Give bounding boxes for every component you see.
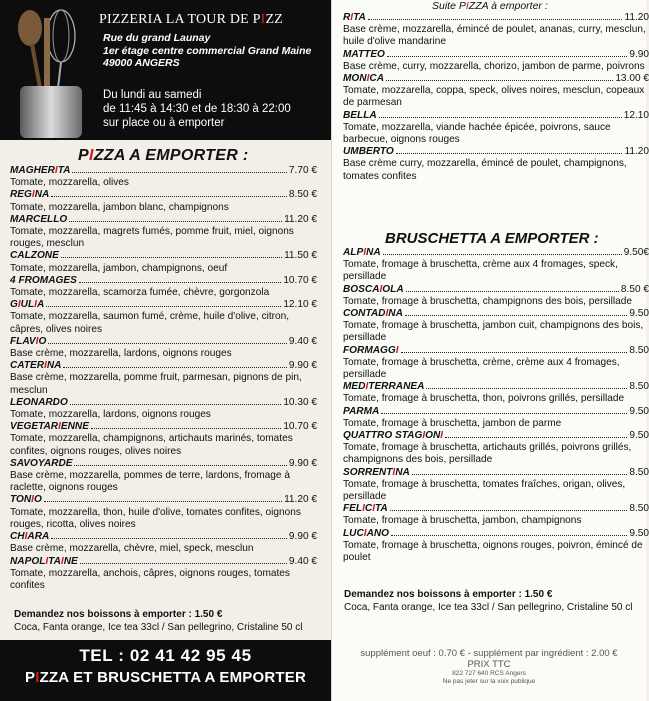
leader-dots bbox=[44, 501, 282, 502]
menu-item-price: 11.20 bbox=[624, 146, 649, 158]
menu-item-description: Tomate, fromage à bruschetta, tomates fraîches, origan, olives, persillade bbox=[343, 478, 626, 503]
bruschetta-section-title: BRUSCHETTA A EMPORTER : bbox=[385, 230, 599, 247]
menu-item bbox=[10, 189, 317, 213]
menu-item-name: ALPINA bbox=[343, 247, 381, 258]
menu-item-description: Tomate, mozzarella, lardons, oignons rouges bbox=[10, 409, 211, 421]
menu-item-name: VEGETARIENNE bbox=[10, 421, 89, 433]
menu-item-price: 9.90 € bbox=[288, 457, 317, 469]
menu-item bbox=[343, 503, 649, 527]
menu-item-price: 11.20 bbox=[624, 12, 649, 23]
menu-item-description: Base crème, mozzarella, pommes de terre, lardons, fromage à raclette, oignons rouges bbox=[10, 470, 290, 494]
menu-item-description: Tomate, mozzarella, olives bbox=[10, 177, 129, 189]
kitchen-utensils-icon bbox=[6, 6, 92, 138]
menu-item-name: PARMA bbox=[343, 405, 380, 417]
menu-item-name: FELICITA bbox=[343, 503, 388, 515]
menu-item-name: NAPOLITAINE bbox=[10, 555, 78, 567]
right-panel bbox=[331, 0, 649, 701]
leader-dots bbox=[426, 388, 627, 389]
drinks-info-right: Demandez nos boissons à emporter : 1.50 € Coca, Fanta orange, Ice tea 33cl / San pellegrino, Cristaline 50 cl bbox=[344, 589, 633, 613]
footer-slogan: PIZZA ET BRUSCHETTA A EMPORTER bbox=[24, 669, 307, 686]
leader-dots bbox=[379, 117, 622, 118]
leader-dots bbox=[368, 19, 623, 20]
menu-item-name: MATTEO bbox=[343, 48, 385, 60]
opening-hours: Du lundi au samedi de 11:45 à 14:30 et de 18:30 à 22:00 sur place ou à emporter bbox=[103, 89, 291, 129]
menu-item-name: SAVOYARDE bbox=[10, 457, 73, 469]
menu-item bbox=[343, 146, 649, 183]
leader-dots bbox=[387, 56, 627, 57]
menu-item-name: UMBERTO bbox=[343, 146, 394, 158]
menu-item bbox=[10, 494, 317, 531]
leader-dots bbox=[61, 257, 282, 258]
menu-item-name: 4 FROMAGES bbox=[10, 274, 77, 286]
menu-item-price: 8.50 bbox=[629, 381, 649, 393]
menu-item bbox=[343, 110, 649, 147]
menu-item-price: 8.50 € bbox=[288, 189, 317, 201]
menu-item-price: 10.30 € bbox=[283, 396, 317, 408]
menu-item bbox=[10, 165, 317, 189]
menu-item bbox=[343, 308, 649, 345]
menu-item-description: Tomate, mozzarella, anchois, câpres, oignons rouges, tomates confites bbox=[10, 567, 290, 591]
address: Rue du grand Launay 1er étage centre commercial Grand Maine 49000 ANGERS bbox=[103, 32, 312, 69]
menu-item-name: CONTADINA bbox=[343, 308, 403, 320]
menu-item-name: FLAVIO bbox=[10, 335, 47, 347]
menu-item bbox=[343, 49, 649, 73]
menu-item-description: Tomate, fromage à bruschetta, jambon, champignons bbox=[343, 515, 582, 527]
menu-item bbox=[10, 556, 317, 593]
menu-item-price: 10.70 € bbox=[283, 274, 317, 286]
menu-item-name: RITA bbox=[343, 12, 366, 23]
menu-item-name: TONIO bbox=[10, 494, 42, 506]
restaurant-name: PIZZERIA LA TOUR DE PIZZ bbox=[99, 12, 283, 27]
menu-item-description: Tomate, fromage à bruschetta, crème, crème aux 4 fromages, persillade bbox=[343, 356, 620, 381]
menu-item-name: GIULIA bbox=[10, 299, 45, 311]
menu-item-name: MAGHERITA bbox=[10, 165, 71, 176]
leader-dots bbox=[91, 428, 281, 429]
menu-item-description: Tomate, mozzarella, thon, huile d'olive, tomates confites, oignons rouges, ricotta, olives noires bbox=[10, 506, 301, 530]
menu-item-price: 9.40 € bbox=[288, 555, 317, 567]
menu-item-price: 8.50 bbox=[629, 503, 649, 515]
leader-dots bbox=[406, 291, 619, 292]
leader-dots bbox=[80, 563, 287, 564]
leader-dots bbox=[48, 343, 287, 344]
menu-item-name: SORRENTINA bbox=[343, 466, 410, 478]
menu-item-name: BOSCAIOLA bbox=[343, 283, 404, 295]
menu-item-price: 9.50 bbox=[629, 405, 649, 417]
leader-dots bbox=[63, 367, 286, 368]
menu-item bbox=[10, 531, 317, 555]
leader-dots bbox=[74, 465, 286, 466]
leader-dots bbox=[390, 510, 628, 511]
menu-item-name: MEDITERRANEA bbox=[343, 381, 425, 393]
menu-item-description: Tomate, mozzarella, viande hachée épicée, poivrons, sauce barbecue, oignons rouges bbox=[343, 121, 611, 146]
menu-item bbox=[10, 336, 317, 360]
menu-item-name: LUCIANO bbox=[343, 527, 390, 539]
menu-item-name: REGINA bbox=[10, 189, 50, 201]
menu-item bbox=[343, 467, 649, 504]
supplements-footer: supplément oeuf : 0.70 € - supplément par ingrédient : 2.00 € PRIX TTC 822 727 640 RCS Angers Ne pas jeter sur la voix publique bbox=[360, 648, 618, 685]
leader-dots bbox=[396, 153, 623, 154]
menu-item-price: 9.90 € bbox=[288, 531, 317, 543]
menu-item-price: 13.00 € bbox=[615, 73, 649, 85]
header-banner bbox=[0, 0, 331, 140]
menu-item bbox=[343, 381, 649, 405]
menu-item bbox=[10, 458, 317, 495]
leader-dots bbox=[383, 254, 622, 255]
menu-item-name: MARCELLO bbox=[10, 213, 68, 225]
pizza-list-continued bbox=[343, 12, 649, 183]
leader-dots bbox=[69, 221, 282, 222]
pizza-list bbox=[10, 165, 317, 592]
menu-item-price: 8.50 bbox=[629, 344, 649, 356]
menu-item-price: 11.50 € bbox=[284, 250, 317, 262]
pizza-continued-title: Suite PIZZA à emporter : bbox=[432, 0, 548, 12]
leader-dots bbox=[70, 404, 282, 405]
menu-item-description: Base crème, mozzarella, lardons, oignons rouges bbox=[10, 348, 232, 360]
menu-item bbox=[10, 299, 317, 336]
menu-item bbox=[10, 275, 317, 299]
footer-banner bbox=[0, 640, 331, 701]
menu-item-description: Base crème, mozzarella, pomme fruit, parmesan, pignons de pin, mesclun bbox=[10, 372, 302, 396]
leader-dots bbox=[386, 80, 613, 81]
menu-item-price: 9.50 bbox=[629, 308, 649, 320]
menu-item-name: CATERINA bbox=[10, 360, 62, 372]
menu-item bbox=[10, 250, 317, 274]
menu-item-price: 9.50€ bbox=[623, 247, 649, 258]
menu-item-price: 9.50 bbox=[629, 527, 649, 539]
leader-dots bbox=[79, 282, 282, 283]
menu-item-description: Tomate, mozzarella, jambon blanc, champignons bbox=[10, 201, 229, 213]
menu-item-price: 12.10 € bbox=[283, 299, 317, 311]
menu-item-price: 8.50 bbox=[629, 466, 649, 478]
menu-item-description: Tomate, fromage à bruschetta, crème aux 4 fromages, speck, persillade bbox=[343, 259, 618, 283]
menu-item-price: 9.40 € bbox=[288, 335, 317, 347]
menu-item-name: LEONARDO bbox=[10, 396, 68, 408]
menu-item-price: 9.50 bbox=[629, 430, 649, 442]
menu-item bbox=[10, 214, 317, 251]
pizza-section-title: PIZZA A EMPORTER : bbox=[78, 147, 249, 164]
menu-item-price: 8.50 € bbox=[620, 283, 649, 295]
menu-item bbox=[343, 528, 649, 565]
menu-item-description: Tomate, fromage à bruschetta, artichauts grillés, poivrons grillés, champignons des bois, persillade bbox=[343, 442, 632, 466]
menu-item-price: 12.10 bbox=[623, 109, 649, 121]
leader-dots bbox=[391, 535, 627, 536]
menu-item bbox=[343, 12, 649, 49]
leader-dots bbox=[412, 474, 628, 475]
menu-item-name: CALZONE bbox=[10, 250, 59, 262]
menu-item-name: CHIARA bbox=[10, 531, 50, 543]
menu-item-description: Base crème, mozzarella, émincé de poulet, ananas, curry, mesclun, huile d'olive mandarine bbox=[343, 24, 646, 48]
menu-item-description: Base crème, curry, mozzarella, chorizo, jambon de parme, poivrons bbox=[343, 60, 645, 72]
leader-dots bbox=[72, 172, 286, 173]
menu-item bbox=[343, 345, 649, 382]
leader-dots bbox=[51, 196, 287, 197]
menu-item-name: QUATTRO STAGIONI bbox=[343, 430, 444, 442]
menu-item-price: 11.20 € bbox=[284, 213, 317, 225]
menu-item-description: Tomate, mozzarella, scamorza fumée, chèvre, gorgonzola bbox=[10, 287, 270, 299]
menu-item-name: FORMAGGI bbox=[343, 344, 399, 356]
leader-dots bbox=[405, 315, 627, 316]
menu-item-price: 11.20 € bbox=[284, 494, 317, 506]
menu-item-description: Tomate, fromage à bruschetta, thon, poivrons grillés, persillade bbox=[343, 393, 625, 405]
menu-item-description: Tomate, mozzarella, champignons, artichauts marinés, tomates confites, oignons rouges, olives noires bbox=[10, 433, 293, 457]
menu-item-description: Tomate, fromage à bruschetta, champignons des bois, persillade bbox=[343, 295, 632, 307]
menu-item-price: 7.70 € bbox=[288, 165, 317, 176]
menu-item-price: 10.70 € bbox=[283, 421, 317, 433]
leader-dots bbox=[381, 413, 627, 414]
phone-number: TEL : 02 41 42 95 45 bbox=[79, 646, 252, 665]
drinks-info: Demandez nos boissons à emporter : 1.50 € Coca, Fanta orange, Ice tea 33cl / San pellegrino, Cristaline 50 cl bbox=[14, 609, 303, 633]
menu-item bbox=[343, 284, 649, 308]
menu-item bbox=[10, 421, 317, 458]
menu-item-description: Tomate, fromage à bruschetta, jambon de parme bbox=[343, 417, 562, 429]
menu-item bbox=[343, 247, 649, 284]
menu-item-description: Base crème, mozzarella, chèvre, miel, speck, mesclun bbox=[10, 543, 254, 555]
leader-dots bbox=[401, 352, 628, 353]
menu-item-price: 9.90 bbox=[629, 48, 649, 60]
menu-item-description: Base crème curry, mozzarella, émincé de poulet, champignons, tomates confites bbox=[343, 158, 627, 182]
menu-item-name: MONICA bbox=[343, 73, 384, 85]
leader-dots bbox=[51, 538, 287, 539]
menu-item-description: Tomate, mozzarella, magrets fumés, pomme fruit, miel, oignons rouges, mesclun bbox=[10, 226, 294, 250]
menu-item bbox=[343, 73, 649, 110]
menu-item-price: 9.90 € bbox=[288, 360, 317, 372]
bruschetta-list bbox=[343, 247, 649, 564]
menu-item-description: Tomate, fromage à bruschetta, jambon cuit, champignons des bois, persillade bbox=[343, 320, 644, 344]
menu-item-name: BELLA bbox=[343, 109, 377, 121]
menu-item bbox=[343, 406, 649, 430]
leader-dots bbox=[46, 306, 281, 307]
leader-dots bbox=[445, 437, 627, 438]
menu-item bbox=[10, 397, 317, 421]
menu-item-description: Tomate, mozzarella, coppa, speck, olives noires, mesclun, copeaux de parmesan bbox=[343, 85, 645, 109]
menu-item bbox=[343, 430, 649, 467]
menu-item-description: Tomate, mozzarella, jambon, champignons, oeuf bbox=[10, 262, 228, 274]
menu-item bbox=[10, 360, 317, 397]
menu-item-description: Tomate, fromage à bruschetta, oignons rouges, poivron, émincé de poulet bbox=[343, 539, 643, 564]
menu-item-description: Tomate, mozzarella, saumon fumé, crème, huile d'olive, citron, câpres, olives noires bbox=[10, 311, 290, 335]
